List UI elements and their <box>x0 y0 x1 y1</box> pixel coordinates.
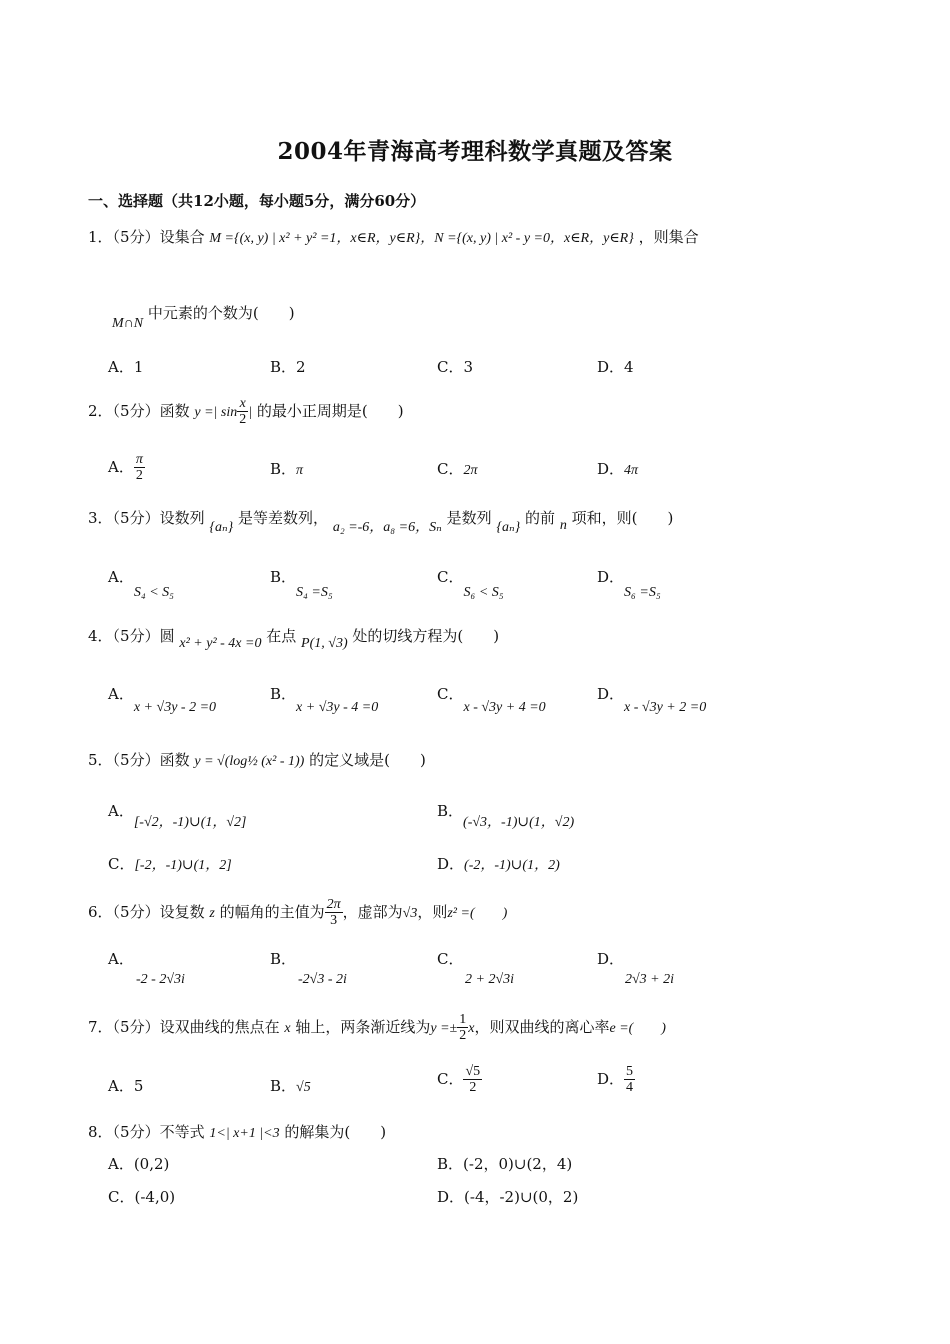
q1-ask: 中元素的个数为( ) <box>147 304 295 322</box>
q8-number: 8．（5分）不等式 <box>88 1123 205 1141</box>
q6-number: 6．（5分）设复数 <box>88 902 205 921</box>
q6-option-b[interactable]: B． -2√3 - 2i <box>270 950 347 987</box>
q7-option-d[interactable]: D． $\frac{5}{4}$ <box>597 1064 634 1096</box>
q1-intersection: M∩N <box>112 316 144 331</box>
question-1 <box>88 226 699 247</box>
q5-option-b[interactable]: B．(-√3，-1)∪(1，√2) <box>437 802 575 830</box>
q8-option-d[interactable]: D．(-4，-2)∪(0，2) <box>437 1188 579 1206</box>
q6-zsq: z² =( ) <box>447 905 508 921</box>
q2-expr-post: | <box>248 404 253 420</box>
question-4: 4．（5分）圆 x² + y² - 4x =0 在点 P(1, √3) 处的切线方程为( ) <box>88 627 500 651</box>
q8-option-b[interactable]: B．(-2，0)∪(2，4) <box>437 1155 573 1173</box>
q3-number: 3．（5分）设数列 <box>88 509 205 527</box>
question-1-line2 <box>112 302 295 331</box>
q1-option-d[interactable]: D．4 <box>597 358 634 376</box>
q3-conditions: a₂ =-6，a₈ =6，Sₙ <box>332 520 442 535</box>
q6-option-a[interactable]: A． -2 - 2√3i <box>108 950 185 987</box>
q2-expr-pre: y =| sin <box>194 404 238 420</box>
question-6: 6．（5分）设复数 z 的幅角的主值为 $\frac{2\pi}{3}$ ，虚部为√3，则z² =( ) <box>88 897 508 929</box>
q8-option-c[interactable]: C．(-4,0) <box>108 1188 176 1206</box>
q7-number: 7．（5分）设双曲线的焦点在 <box>88 1017 280 1036</box>
q1-option-b[interactable]: B．2 <box>270 358 306 376</box>
q6-option-c[interactable]: C． 2 + 2√3i <box>437 950 515 987</box>
q2-option-a[interactable]: A． $\frac{\pi}{2}$ <box>108 452 143 484</box>
q2-option-d[interactable]: D．4π <box>597 460 639 478</box>
question-7: 7．（5分）设双曲线的焦点在 x 轴上，两条渐近线为y =± $\frac{1}{2}$ x，则双曲线的离心率e =( ) <box>88 1012 666 1044</box>
q5-option-d[interactable]: D．(-2，-1)∪(1，2) <box>437 855 560 873</box>
q5-ask: 的定义域是( ) <box>309 751 426 769</box>
q3-seq: {aₙ} <box>209 520 234 535</box>
q7-eccentricity: e =( ) <box>609 1020 666 1036</box>
q4-circle: x² + y² - 4x =0 <box>179 636 262 651</box>
q2-ask: 的最小正周期是( ) <box>256 401 404 420</box>
q1-tail: ，则集合 <box>638 228 699 246</box>
q7-option-c[interactable]: C． $\frac{√5}{2}$ <box>437 1064 481 1096</box>
q7-option-a[interactable]: A．5 <box>108 1077 144 1095</box>
q4-number: 4．（5分）圆 <box>88 627 175 645</box>
q2-number: 2．（5分）函数 <box>88 401 190 420</box>
q2-fraction: $\frac{x}{2}$ <box>239 396 247 428</box>
q1-option-a[interactable]: A．1 <box>108 358 144 376</box>
q5-function: y = √(log½ (x² - 1)) <box>194 754 305 769</box>
q6-fraction: $\frac{2\pi}{3}$ <box>326 897 341 929</box>
q3-option-c[interactable]: C．S₆ < S₅ <box>437 568 504 600</box>
q5-number: 5．（5分）函数 <box>88 751 190 769</box>
page-title: 2004年青海高考理科数学真题及答案 <box>277 138 673 165</box>
section-heading: 一、选择题（共12小题，每小题5分，满分60分） <box>88 192 426 210</box>
q4-option-d[interactable]: D．x - √3y + 2 =0 <box>597 685 707 715</box>
q5-option-a[interactable]: A．[-√2，-1)∪(1，√2] <box>108 802 247 830</box>
q7-option-b[interactable]: B．√5 <box>270 1077 311 1095</box>
q7-fraction: $\frac{1}{2}$ <box>459 1012 467 1044</box>
q2-option-b[interactable]: B．π <box>270 460 304 478</box>
q3-option-d[interactable]: D．S₆ =S₅ <box>597 568 661 600</box>
q6-option-d[interactable]: D． 2√3 + 2i <box>597 950 675 987</box>
q4-point: P(1, √3) <box>301 636 348 651</box>
q1-number: 1．（5分）设集合 <box>88 228 205 246</box>
q1-sets: M ={(x, y) | x² + y² =1，x∈R，y∈R}，N ={(x, y) | x² - y =0，x∈R，y∈R} <box>209 231 634 246</box>
question-8 <box>88 1121 386 1142</box>
q8-inequality: 1<| x+1 |<3 <box>209 1126 280 1141</box>
question-2 <box>88 396 404 428</box>
q4-option-b[interactable]: B．x + √3y - 4 =0 <box>270 685 379 715</box>
q3-seq2: {aₙ} <box>496 520 521 535</box>
q6-imag: √3 <box>402 905 418 921</box>
q3-option-a[interactable]: A．S₄ < S₅ <box>108 568 175 600</box>
q5-option-c[interactable]: C．[-2，-1)∪(1，2] <box>108 855 232 873</box>
q8-ask: 的解集为( ) <box>284 1123 387 1141</box>
question-3: 3．（5分）设数列 {aₙ} 是等差数列， a₂ =-6，a₈ =6，Sₙ 是数列 {aₙ} 的前 n 项和，则( ) <box>88 509 674 535</box>
q2-option-c[interactable]: C．2π <box>437 460 478 478</box>
q1-option-c[interactable]: C．3 <box>437 358 474 376</box>
q8-option-a[interactable]: A．(0,2) <box>108 1155 170 1173</box>
q4-option-a[interactable]: A．x + √3y - 2 =0 <box>108 685 217 715</box>
q3-option-b[interactable]: B．S₄ =S₅ <box>270 568 333 600</box>
question-5 <box>88 749 426 770</box>
q4-option-c[interactable]: C．x - √3y + 4 =0 <box>437 685 546 715</box>
